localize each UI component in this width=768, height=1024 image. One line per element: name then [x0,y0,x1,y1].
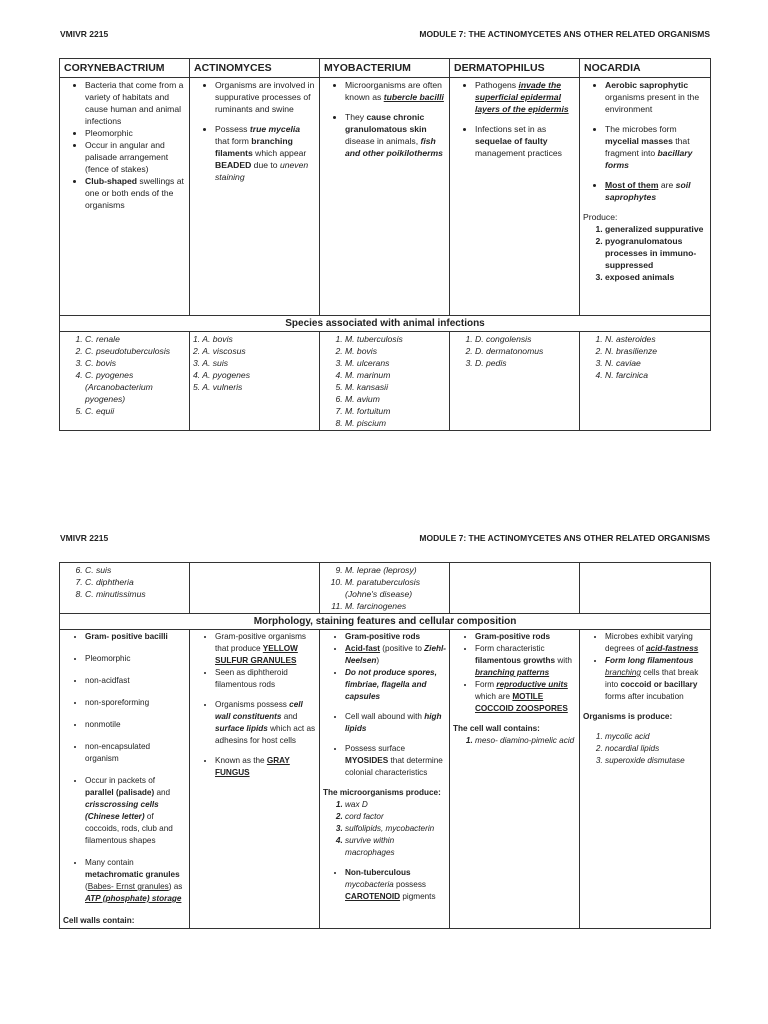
course-code: VMIVR 2215 [60,533,109,543]
course-code: VMIVR 2215 [60,29,109,39]
actino-description [190,78,320,316]
list-item: • Gram-positive rods [475,631,576,643]
list-item: 2. C. pseudotuberculosis [85,345,186,357]
list-item: • Pathogens invade the superficial epidermal layers of the epidermis [475,79,576,115]
col-header-actinomyces: ACTINOMYCES [190,59,320,78]
list-item: 2. D. dermatonomus [475,345,576,357]
list-item: 3. superoxide dismutase [605,755,707,767]
comparison-table [59,58,711,431]
list-item: • nonmotile [85,719,186,731]
page-header [60,29,710,39]
list-item: 1. meso- diamino-pimelic acid [475,735,576,747]
list-item: 8. M. piscium [345,417,446,429]
col-header-myobacterium: MYOBACTERIUM [320,59,450,78]
list-item: • Gram-positive organisms that produce YELLOW SULFUR GRANULES [215,631,316,667]
morphology-row [60,630,711,929]
produce-label: Produce: [583,212,618,222]
myco-species-continued [320,563,450,614]
list-item: • Form long filamentous branching cells that break into coccoid or bacillary forms after incubation [605,655,707,703]
list-item: • Known as the GRAY FUNGUS [215,755,316,779]
list-item: 3. D. pedis [475,357,576,369]
list-item: 1. generalized suppurative [605,223,707,235]
list-item: 1. C. renale [85,333,186,345]
list-item: 2. cord factor [345,811,446,823]
list-item: 3. C. bovis [85,357,186,369]
list-item: • Microbes exhibit varying degrees of acid-fastness [605,631,707,655]
morph-heading-row [60,614,711,630]
col-header-dermatophilus: DERMATOPHILUS [450,59,580,78]
myco-species [320,332,450,431]
list-item: • Occur in angular and palisade arrangement (fence of stakes) [85,139,186,175]
list-item: 2. pyogranulomatous processes in immuno-suppressed [605,235,707,271]
list-item: 2. A. viscosus [193,346,246,356]
list-item: 1. A. bovis [193,334,233,344]
myco-description [320,78,450,316]
list-item: 4. C. pyogenes (Arcanobacterium pyogenes) [85,369,186,405]
list-item: 6. C. suis [85,564,186,576]
list-item: • Many contain metachromatic granules (Babes- Ernst granules) as ATP (phosphate) storage [85,857,186,905]
nocardia-morphology [580,630,711,929]
list-item: 7. C. diphtheria [85,576,186,588]
col-header-corynebactrium: CORYNEBACTRIUM [60,59,190,78]
list-item: • Non-tuberculous mycobacteria possess CAROTENOID pigments [345,867,446,903]
list-item: • Gram-positive rods [345,631,446,643]
list-item: • Club-shaped swellings at one or both ends of the organisms [85,175,186,211]
list-item: 8. C. minutissimus [85,588,186,600]
module-title: MODULE 7: THE ACTINOMYCETES ANS OTHER RELATED ORGANISMS [419,29,710,39]
species-heading: Species associated with animal infections [60,316,711,332]
list-item: 5. M. kansasii [345,381,446,393]
list-item: 1. mycolic acid [605,731,707,743]
list-item: • Form characteristic filamentous growths with branching patterns [475,643,576,679]
list-item: 5. A. vulneris [193,382,243,392]
list-item: • Aerobic saprophytic organisms present in the environment [605,79,707,115]
actino-species [190,332,320,431]
list-item: • Most of them are soil saprophytes [605,179,707,203]
list-item: 4. M. marinum [345,369,446,381]
list-item: 1. N. asteroides [605,333,707,345]
list-item: 3. sulfolipids, mycobacterin [345,823,446,835]
description-row [60,78,711,316]
nocardia-description [580,78,711,316]
list-item: 3. M. ulcerans [345,357,446,369]
col-header-nocardia: NOCARDIA [580,59,711,78]
list-item: 1. M. tuberculosis [345,333,446,345]
dermato-morphology [450,630,580,929]
list-item: • Cell wall abound with high lipids [345,711,446,735]
dermato-species-continued [450,563,580,614]
list-item: • Pleomorphic [85,653,186,665]
produce-label: Organisms is produce: [583,712,673,721]
list-item: 3. N. caviae [605,357,707,369]
list-item: • Possess surface MYOSIDES that determine colonial characteristics [345,743,446,779]
list-item: 1. D. congolensis [475,333,576,345]
cory-description [60,78,190,316]
myco-morphology [320,630,450,929]
list-item: 9. M. leprae (leprosy) [345,564,446,576]
list-item: 4. survive within macrophages [345,835,446,859]
list-item: 2. M. bovis [345,345,446,357]
species-heading-row [60,316,711,332]
list-item: 2. nocardial lipids [605,743,707,755]
list-item: • They cause chronic granulomatous skin disease in animals, fish and other poikilotherms [345,111,446,159]
list-item: • non-encapsulated organism [85,741,186,765]
list-item: 5. C. equii [85,405,186,417]
cory-species-continued [60,563,190,614]
list-item: • The microbes form mycelial masses that fragment into bacillary forms [605,123,707,171]
list-item: 7. M. fortuitum [345,405,446,417]
page-header [60,533,710,543]
list-item: 3. exposed animals [605,271,707,283]
list-item: 6. M. avium [345,393,446,405]
page-2 [0,512,768,1024]
list-item: • Organisms are involved in suppurative processes of ruminants and swine [215,79,316,115]
species-continued-row [60,563,711,614]
nocardia-species [580,332,711,431]
list-item: 1. wax D [345,799,446,811]
list-item: • Occur in packets of parallel (palisade) and crisscrossing cells (Chinese letter) of coccoids, rods, club and filamentous shapes [85,775,186,847]
cell-wall-label: The cell wall contains: [453,724,540,733]
list-item: • Bacteria that come from a variety of habitats and cause human and animal infections [85,79,186,127]
list-item: • Organisms possess cell wall constituents and surface lipids which act as adhesins for host cells [215,699,316,747]
list-item: • Microorganisms are often known as tubercle bacilli [345,79,446,103]
dermato-species [450,332,580,431]
dermato-description [450,78,580,316]
morph-heading: Morphology, staining features and cellular composition [60,614,711,630]
list-item: • Form reproductive units which are MOTILE COCCOID ZOOSPORES [475,679,576,715]
list-item: 10. M. paratuberculosis (Johne's disease) [345,576,446,600]
module-title: MODULE 7: THE ACTINOMYCETES ANS OTHER RELATED ORGANISMS [419,533,710,543]
list-item: • non-acidfast [85,675,186,687]
list-item: 3. A. suis [193,358,229,368]
list-item: 11. M. farcinogenes [345,600,446,612]
list-item: • Pleomorphic [85,127,186,139]
column-header-row [60,59,711,78]
list-item: • non-sporeforming [85,697,186,709]
list-item: 4. N. farcinica [605,369,707,381]
comparison-table-continued [59,562,711,929]
list-item: • Gram- positive bacilli [85,631,186,643]
actino-morphology [190,630,320,929]
cell-walls-label: Cell walls contain: [63,916,135,925]
list-item: 2. N. brasilienze [605,345,707,357]
cory-species [60,332,190,431]
species-row [60,332,711,431]
list-item: 4. A. pyogenes [193,370,251,380]
cory-morphology [60,630,190,929]
list-item: • Infections set in as sequelae of faulty management practices [475,123,576,159]
nocardia-species-continued [580,563,711,614]
list-item: • Possess true mycelia that form branching filaments which appear BEADED due to uneven staining [215,123,316,183]
actino-species-continued [190,563,320,614]
produce-label: The microorganisms produce: [323,788,441,797]
list-item: • Acid-fast (positive to Ziehl-Neelsen) [345,643,446,667]
list-item: • Seen as diphtheroid filamentous rods [215,667,316,691]
list-item: • Do not produce spores, fimbriae, flagella and capsules [345,667,446,703]
